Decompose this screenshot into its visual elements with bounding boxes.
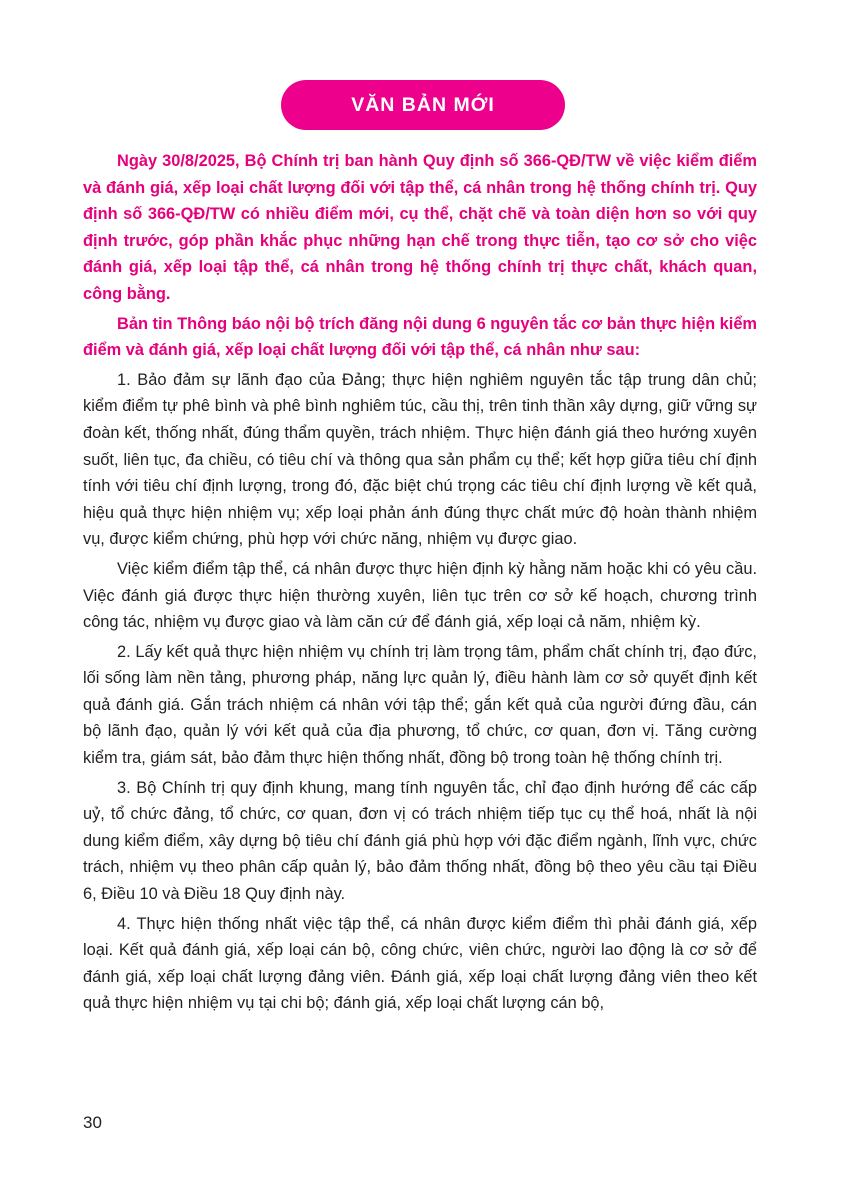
section-banner [281,80,565,130]
banner-title: VĂN BẢN MỚI [351,93,495,116]
principle-paragraph: 3. Bộ Chính trị quy định khung, mang tính nguyên tắc, chỉ đạo định hướng để các cấp uỷ, tổ chức đảng, tổ chức, cơ quan, đơn vị có trách nhiệm tiếp tục cụ thể hoá, nhất là nội dung kiểm điểm, xây dựng bộ tiêu chí đánh giá phù hợp với đặc điểm ngành, lĩnh vực, chức trách, nhiệm vụ theo phân cấp quản lý, bảo đảm thống nhất, đồng bộ theo yêu cầu tại Điều 6, Điều 10 và Điều 18 Quy định này. [83,778,757,904]
principle-paragraph: 1. Bảo đảm sự lãnh đạo của Đảng; thực hiện nghiêm nguyên tắc tập trung dân chủ; kiểm điểm tự phê bình và phê bình nghiêm túc, cầu thị, trên tinh thần xây dựng, giữ vững sự đoàn kết, thống nhất, đúng thẩm quyền, trách nhiệm. Thực hiện đánh giá theo hướng xuyên suốt, liên tục, đa chiều, có tiêu chí và thông qua sản phẩm cụ thể; kết hợp giữa tiêu chí định tính với tiêu chí định lượng, trong đó, đặc biệt chú trọng các tiêu chí định lượng về kết quả, hiệu quả thực hiện nhiệm vụ; xếp loại phản ánh đúng thực chất mức độ hoàn thành nhiệm vụ, được kiểm chứng, phù hợp với chức năng, nhiệm vụ được giao. [83,370,757,549]
article-content [83,148,757,1020]
principle-paragraph: 4. Thực hiện thống nhất việc tập thể, cá nhân được kiểm điểm thì phải đánh giá, xếp loại. Kết quả đánh giá, xếp loại cán bộ, công chức, viên chức, người lao động là cơ sở để đánh giá, xếp loại chất lượng đảng viên. Đánh giá, xếp loại chất lượng đảng viên theo kết quả thực hiện nhiệm vụ tại chi bộ; đánh giá, xếp loại chất lượng cán bộ, [83,914,757,1013]
principle-paragraph: 2. Lấy kết quả thực hiện nhiệm vụ chính trị làm trọng tâm, phẩm chất chính trị, đạo đức, lối sống làm nền tảng, phương pháp, năng lực quản lý, điều hành làm cơ sở quyết định kết quả đánh giá. Gắn trách nhiệm cá nhân với tập thể; gắn kết quả của người đứng đầu, cán bộ lãnh đạo, quản lý với kết quả của địa phương, tổ chức, cơ quan, đơn vị. Tăng cường kiểm tra, giám sát, bảo đảm thực hiện thống nhất, đồng bộ trong toàn hệ thống chính trị. [83,642,757,768]
principle-paragraph: Việc kiểm điểm tập thể, cá nhân được thực hiện định kỳ hằng năm hoặc khi có yêu cầu. Việc đánh giá được thực hiện thường xuyên, liên tục trên cơ sở kế hoạch, chương trình công tác, nhiệm vụ được giao và làm căn cứ để đánh giá, xếp loại cả năm, nhiệm kỳ. [83,559,757,632]
intro-paragraph: Bản tin Thông báo nội bộ trích đăng nội dung 6 nguyên tắc cơ bản thực hiện kiểm điểm và đánh giá, xếp loại chất lượng đối với tập thể, cá nhân như sau: [83,314,758,360]
intro-paragraph: Ngày 30/8/2025, Bộ Chính trị ban hành Quy định số 366-QĐ/TW về việc kiểm điểm và đánh giá, xếp loại chất lượng đối với tập thể, cá nhân trong hệ thống chính trị. Quy định số 366-QĐ/TW có nhiều điểm mới, cụ thể, chặt chẽ và toàn diện hơn so với quy định trước, góp phần khắc phục những hạn chế trong thực tiễn, tạo cơ sở cho việc đánh giá, xếp loại tập thể, cá nhân trong hệ thống chính trị thực chất, khách quan, công bằng. [83,152,757,303]
page-number: 30 [83,1113,102,1132]
